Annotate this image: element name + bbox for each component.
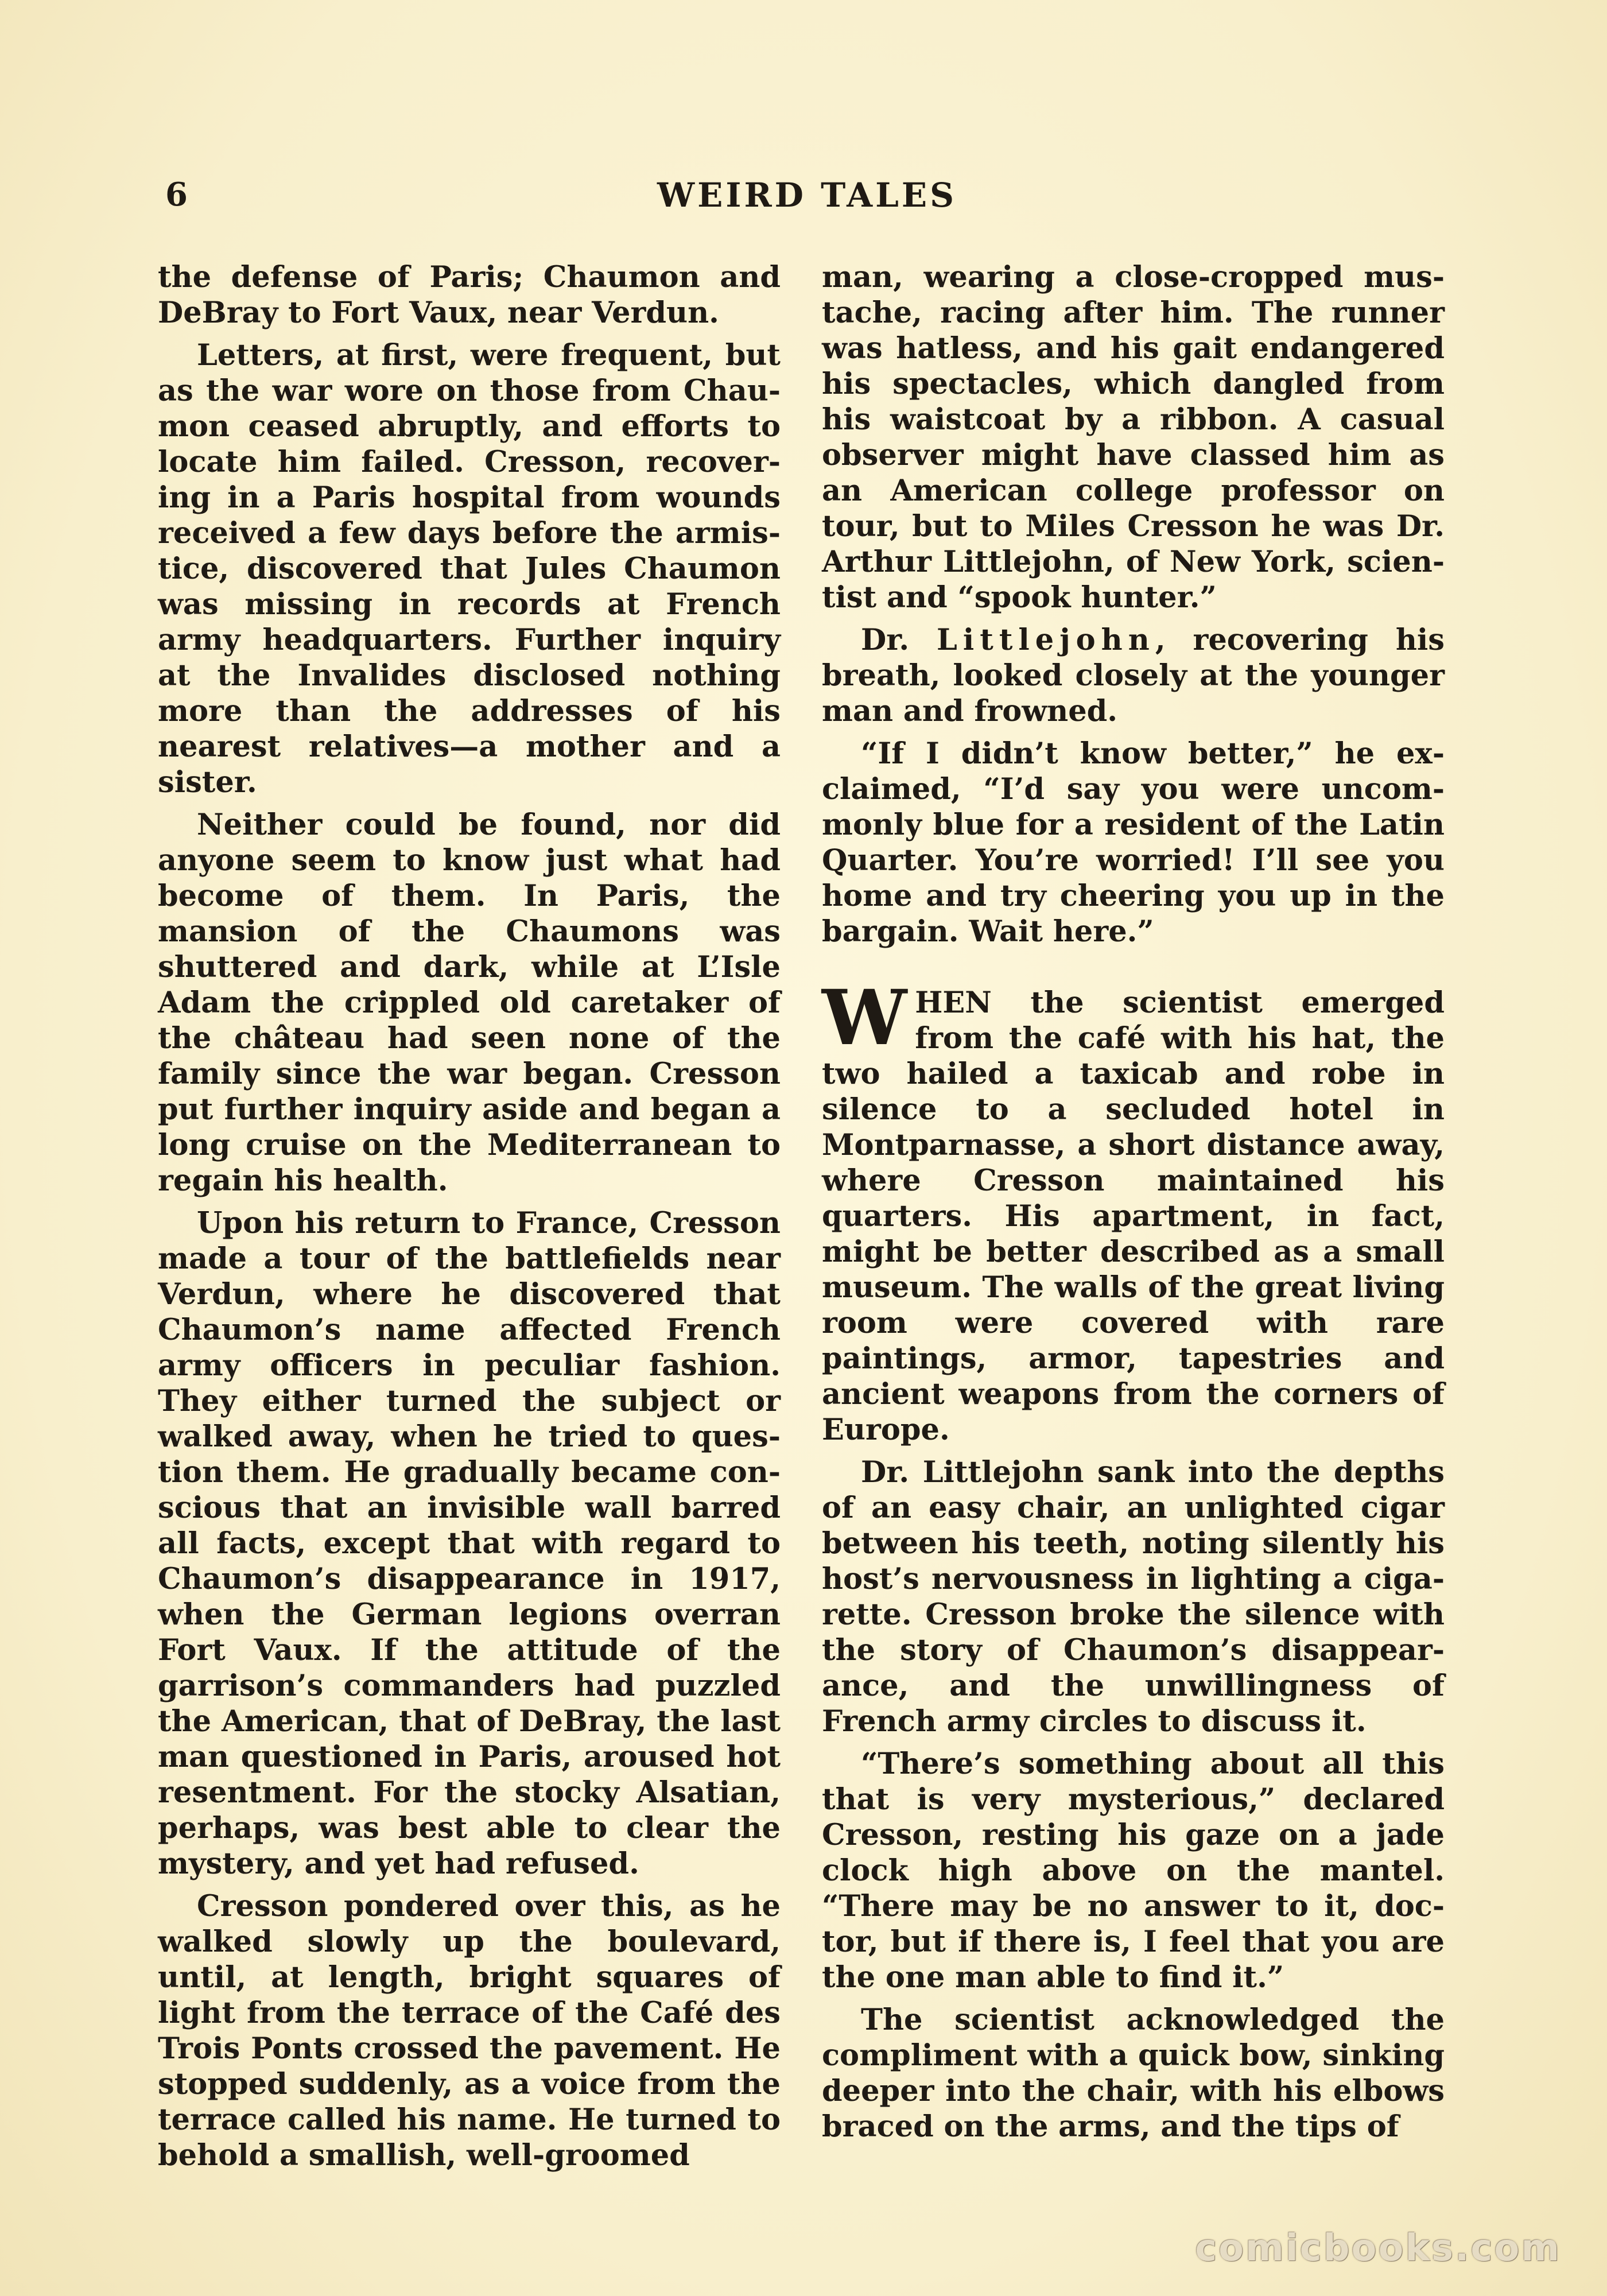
right-column [822, 259, 1445, 2151]
paragraph: Upon his return to France, Cresson made a tour of the battlefields near Verdun, where he discovered that Chaumon’s name affected French army officers in peculiar fashion. They either turned the subject or walked away, when he tried to question them. He gradually became conscious that an invisible wall barred all facts, except that with regard to Chaumon’s disappearance in 1917, when the German legions overran Fort Vaux. If the attitude of the garrison’s commanders had puzzled the American, that of DeBray, the last man questioned in Paris, aroused hot resentment. For the stocky Alsatian, perhaps, was best able to clear the mystery, and yet had refused. [158, 1206, 781, 1881]
paragraph: The scientist acknowledged the compliment with a quick bow, sinking deeper into the chair, with his elbows braced on the arms, and the tips of [822, 2003, 1445, 2144]
spaced-name: Littlejohn [937, 623, 1155, 657]
paragraph [822, 622, 1445, 729]
running-title: WEIRD TALES [657, 176, 957, 215]
section-paragraph [822, 974, 1445, 1448]
paragraph: the defense of Paris; Chaumon and DeBray to Fort Vaux, near Verdun. [158, 260, 781, 330]
paragraph: Neither could be found, nor did anyone seem to know just what had become of them. In Paris, the mansion of the Chaumons was shuttered and dark, while at L’Isle Adam the crippled old caretaker of the château had seen none of the family since the war began. Cresson put further inquiry aside and began a long cruise on the Mediterranean to regain his health. [158, 808, 781, 1198]
paragraph: Letters, at first, were frequent, but as the war wore on those from Chaumon ceased abruptly, and efforts to locate him failed. Cresson, recovering in a Paris hospital from wounds received a few days before the armistice, discovered that Jules Chaumon was missing in records at French army headquarters. Further inquiry at the Invalides disclosed nothing more than the addresses of his nearest relatives—a mother and a sister. [158, 338, 781, 800]
paragraph: Dr. Littlejohn sank into the depths of an easy chair, an unlighted cigar between his teeth, noting silently his host’s nervousness in lighting a cigarette. Cresson broke the silence with the story of Chaumon’s disappearance, and the unwillingness of French army circles to discuss it. [822, 1455, 1445, 1739]
paragraph-text: HEN the scientist emerged from the café with his hat, the two hailed a taxicab and robe in silence to a secluded hotel in Montparnasse, a short distance away, where Cresson maintained his quarters. His apartment, in fact, might be better described as a small museum. The walls of the great living room were covered with rare paintings, armor, tapestries and ancient weapons from the corners of Europe. [822, 986, 1445, 1447]
paragraph: man, wearing a close-cropped mustache, racing after him. The runner was hatless, and his gait endangered his spectacles, which dangled from his waistcoat by a ribbon. A casual observer might have classed him as an American college professor on tour, but to Miles Cresson he was Dr. Arthur Littlejohn, of New York, scientist and “spook hunter.” [822, 260, 1445, 615]
page-number: 6 [165, 176, 188, 214]
page-header [165, 176, 1449, 222]
left-column [158, 259, 781, 2180]
drop-cap: W [822, 974, 907, 1062]
paragraph: “If I didn’t know better,” he exclaimed, “I’d say you were uncommonly blue for a resident of the Latin Quarter. You’re worried! I’ll see you home and try cheering you up in the bargain. Wait here.” [822, 736, 1445, 949]
site-watermark: comicbooks.com [1195, 2227, 1561, 2270]
paragraph: Cresson pondered over this, as he walked slowly up the boulevard, until, at length, bright squares of light from the terrace of the Café des Trois Ponts crossed the pavement. He stopped suddenly, as a voice from the terrace called his name. He turned to behold a smallish, well-groomed [158, 1889, 781, 2173]
paragraph-text: , recovering his breath, looked closely at the younger man and frowned. [822, 623, 1445, 728]
paragraph: “There’s something about all this that is very mysterious,” declared Cresson, resting his gaze on a jade clock high above on the mantel. “There may be no answer to it, doctor, but if there is, I feel that you are the one man able to find it.” [822, 1747, 1445, 1995]
paragraph-prefix: Dr. [861, 623, 937, 657]
